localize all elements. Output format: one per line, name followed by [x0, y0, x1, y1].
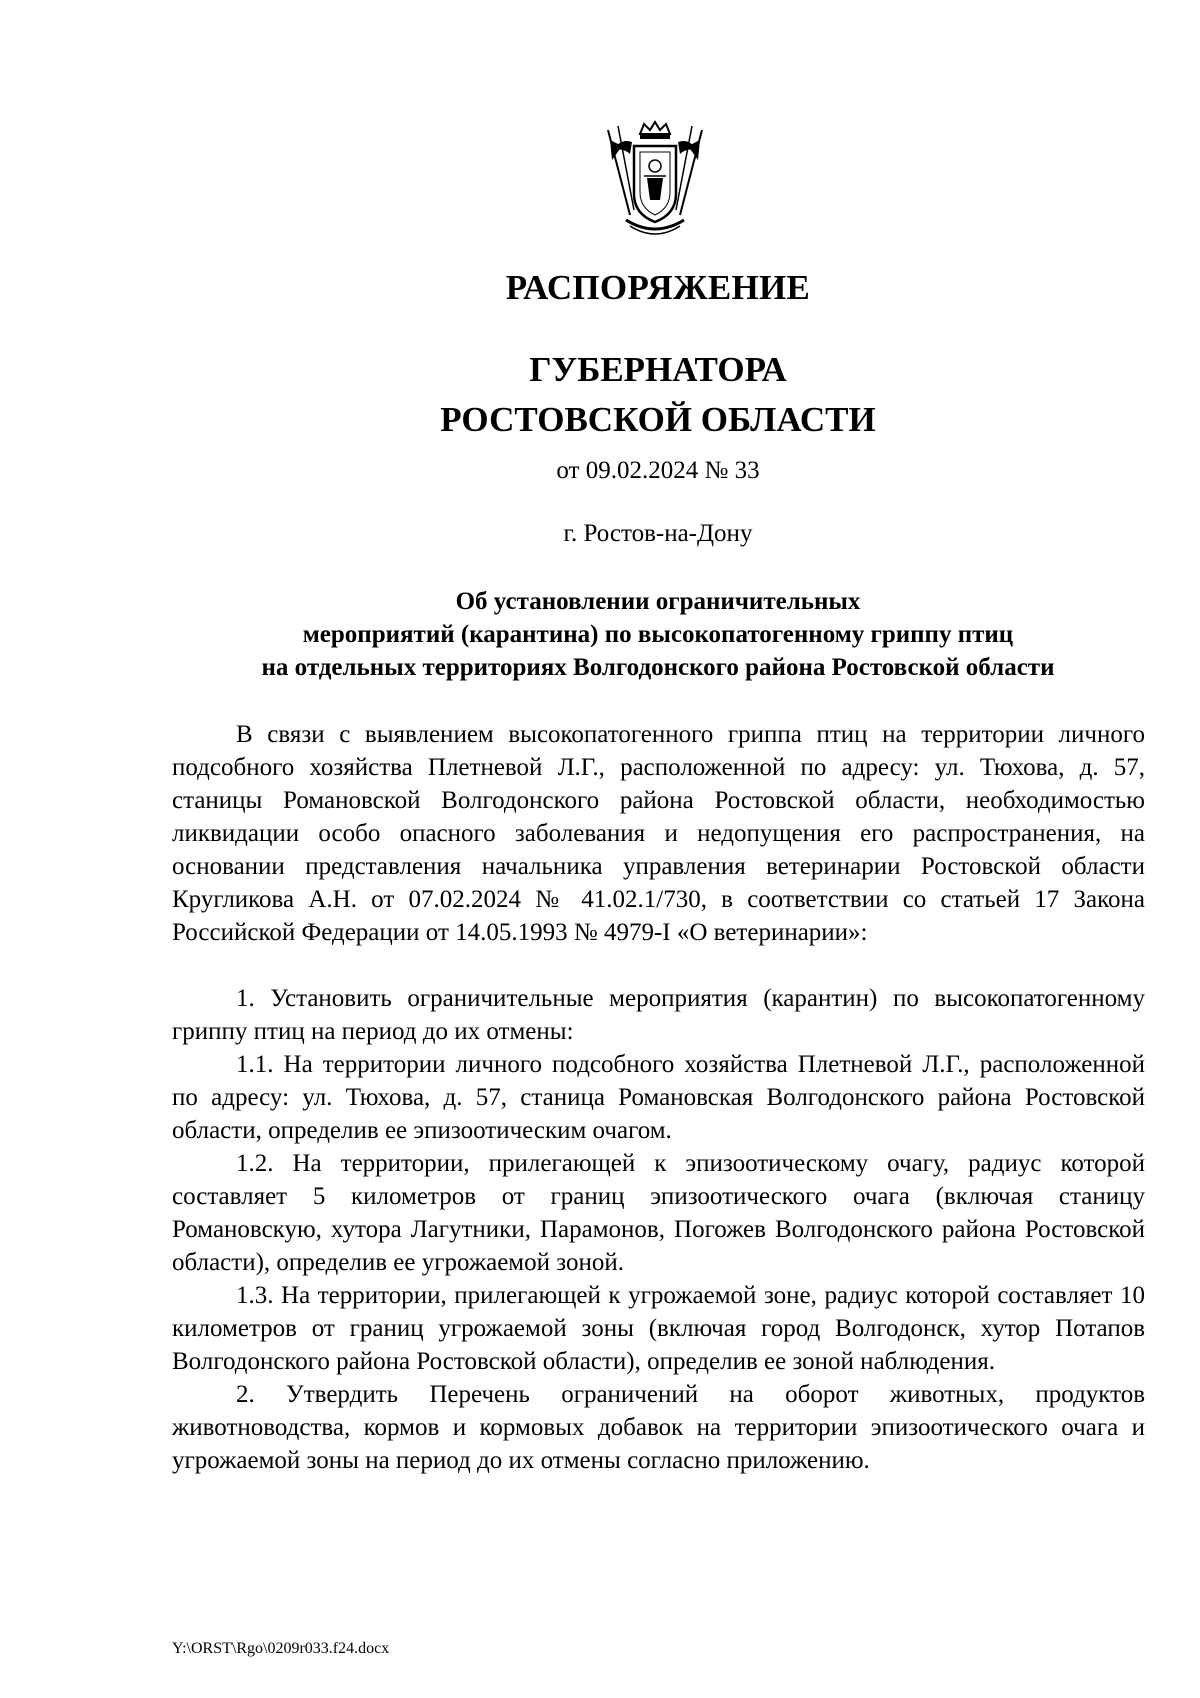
issuing-authority [0, 345, 1200, 445]
subject-line-3: на отдельных территориях Волгодонского района Ростовской области [261, 654, 1055, 681]
clause-1-3: 1.3. На территории, прилегающей к угрожаемой зоне, радиус которой составляет 10 километров от границ угрожаемой зоны (включая город Волгодонск, хутор Потапов Волгодонского района Ростовской области), определив ее зоной наблюдения. [172, 1282, 1145, 1375]
document-type-title: РАСПОРЯЖЕНИЕ [505, 268, 811, 307]
authority-line-2: РОСТОВСКОЙ ОБЛАСТИ [440, 400, 876, 439]
subject-line-1: Об установлении ограничительных [455, 588, 861, 615]
document-body [172, 718, 1145, 1477]
authority-line-1: ГУБЕРНАТОРА [529, 350, 787, 389]
coat-of-arms-icon [600, 120, 710, 240]
clause-2: 2. Утвердить Перечень ограничений на оборот животных, продуктов животноводства, кормов и кормовых добавок на территории эпизоотического очага и угрожаемой зоны на период до их отмены согласно приложению. [172, 1381, 1145, 1474]
clause-1-2: 1.2. На территории, прилегающей к эпизоотическому очагу, радиус которой составляет 5 километров от границ эпизоотического очага (включая станицу Романовскую, хутора Лагутники, Парамонов, Погожев Волгодонского района Ростовской области), определив ее угрожаемой зоной. [172, 1150, 1145, 1276]
document-city: г. Ростов-на-Дону [563, 520, 753, 547]
subject-line-2: мероприятий (карантина) по высокопатогенному гриппу птиц [302, 621, 1014, 648]
document-date-number: от 09.02.2024 № 33 [556, 457, 760, 484]
file-path-footer: Y:\ORST\Rgo\0209r033.f24.docx [172, 1640, 390, 1657]
document-subject [170, 585, 1146, 684]
clause-1-1: 1.1. На территории личного подсобного хозяйства Плетневой Л.Г., расположенной по адресу: ул. Тюхова, д. 57, станица Романовская Волгодонского района Ростовской области, определив ее эпизоотическим очагом. [172, 1051, 1145, 1144]
clause-1: 1. Установить ограничительные мероприятия (карантин) по высокопатогенному гриппу птиц на период до их отмены: [172, 985, 1145, 1045]
preamble-paragraph: В связи с выявлением высокопатогенного гриппа птиц на территории личного подсобного хозяйства Плетневой Л.Г., расположенной по адресу: ул. Тюхова, д. 57, станицы Романовской Волгодонского района Ростовской области, необходимостью ликвидации особо опасного заболевания и недопущения его распространения, на основании представления начальника управления ветеринарии Ростовской области Кругликова А.Н. от 07.02.2024 № 41.02.1/730, в соответствии со статьей 17 Закона Российской Федерации от 14.05.1993 № 4979-I «О ветеринарии»: [172, 721, 1145, 946]
